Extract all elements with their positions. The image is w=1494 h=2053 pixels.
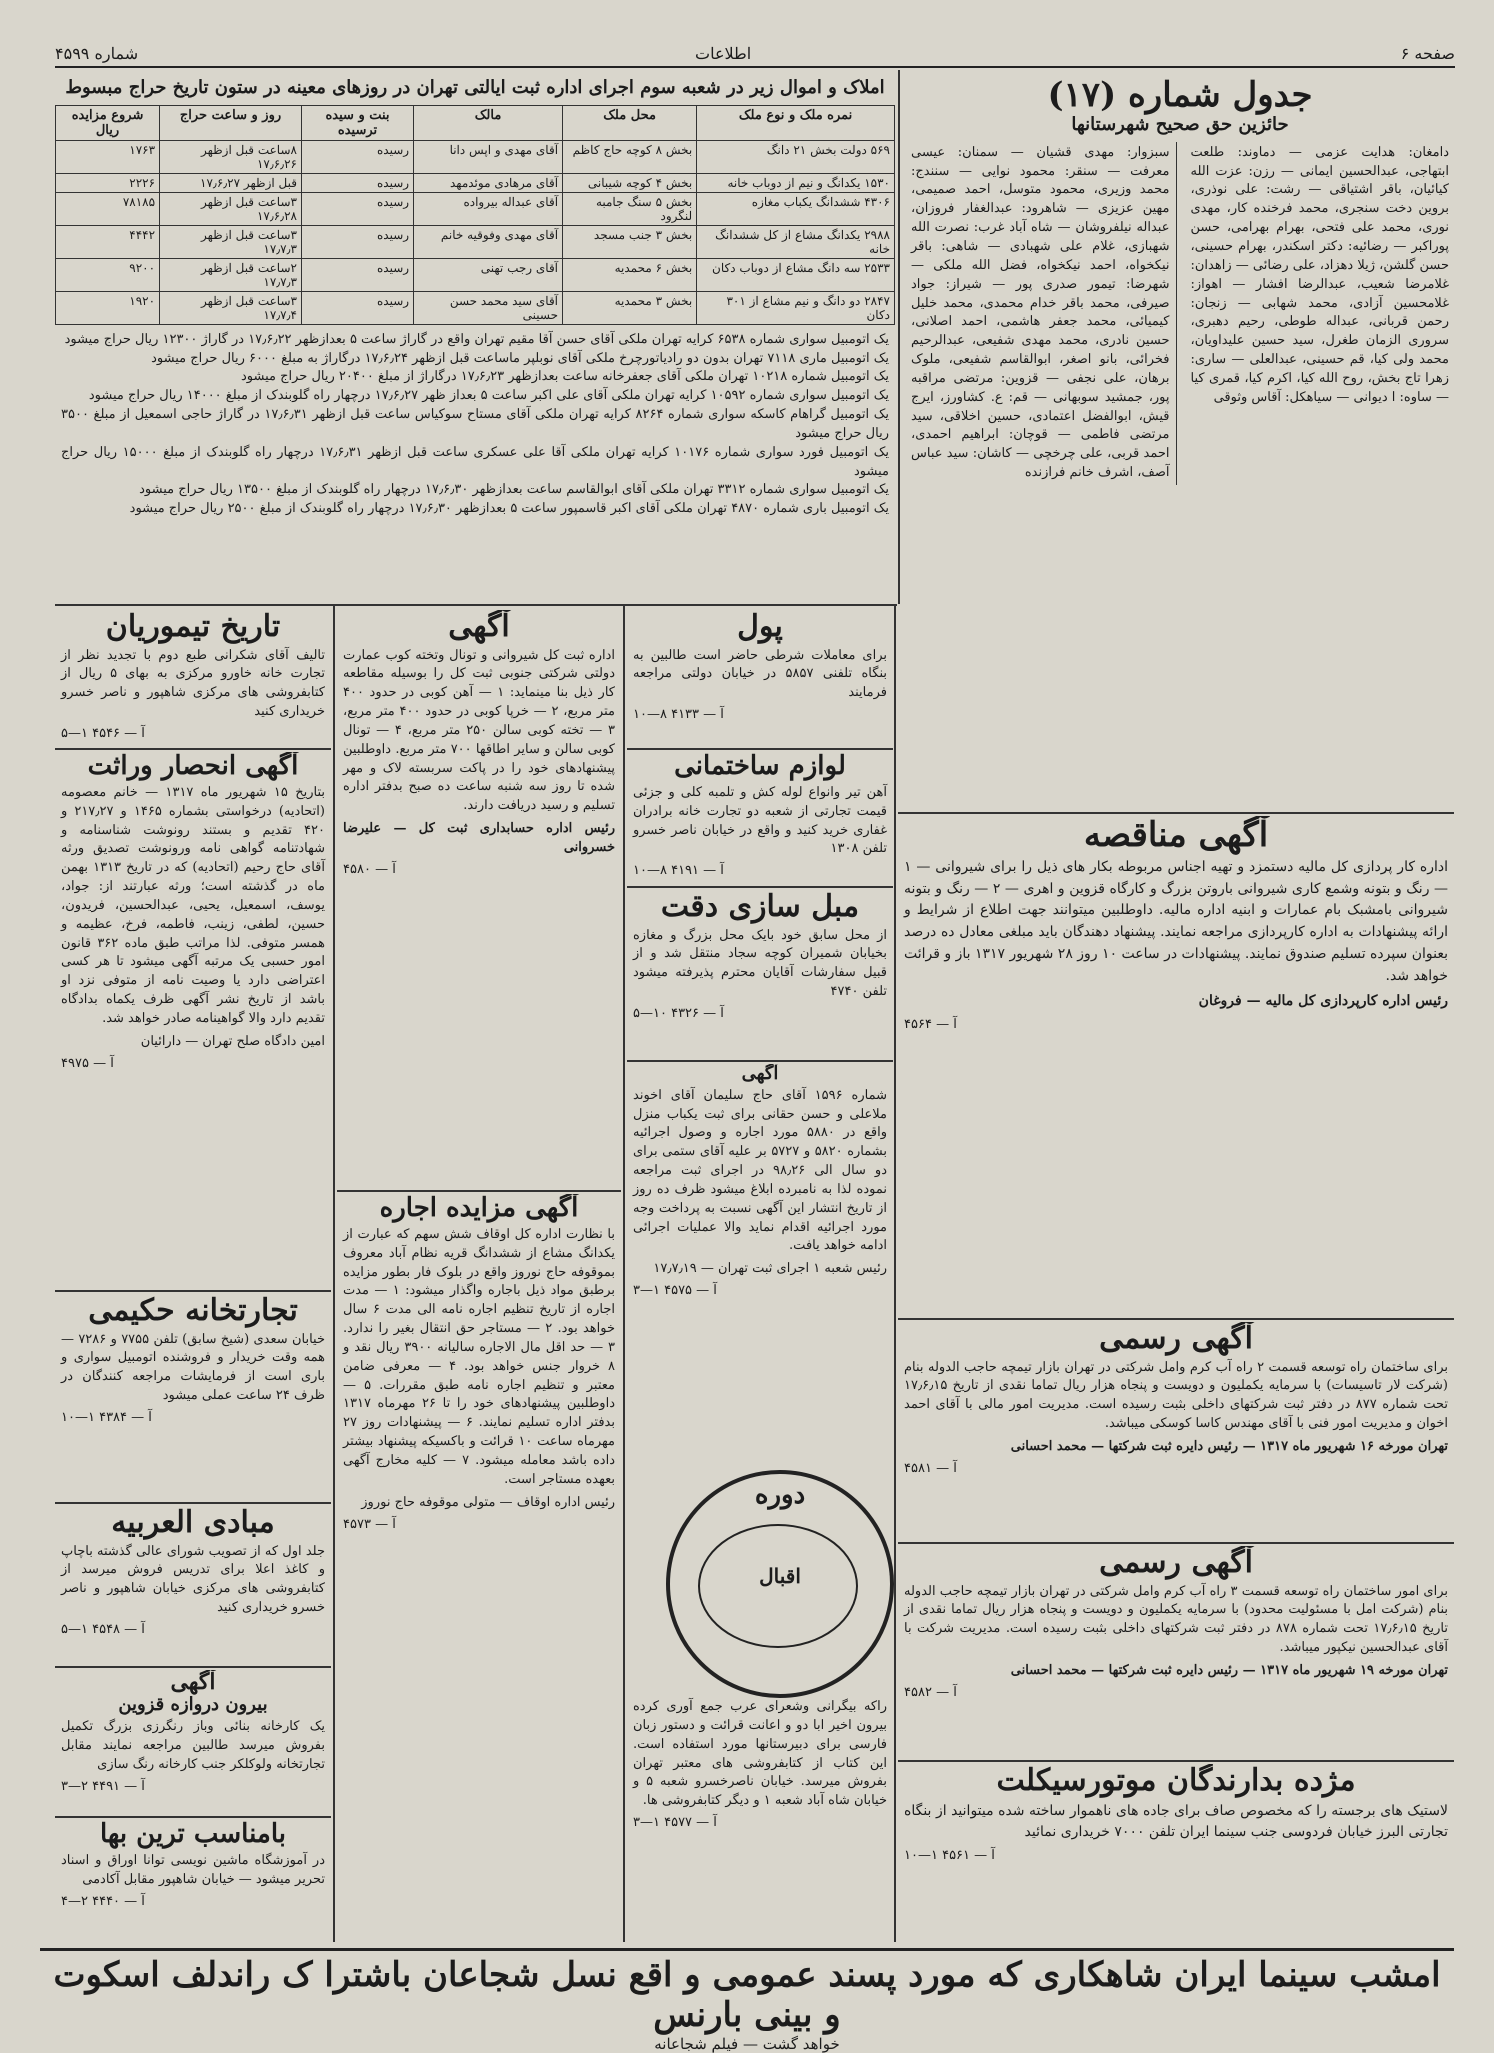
furniture-ad — [627, 890, 893, 1060]
school-body: راکه بیگرانی وشعرای عرب جمع آوری کرده بیرون اخیر ابا دو و اعانت قرائت و دستور زبان فارسی برای دبیرستانها مورد استفاده است. این کتاب از کتابفروشی های معتبر تهران بفروش میرسد. خیابان ناصرخسرو شعبه ۵ و خیابان شاه آباد شعبه ۱ و دیگر کتابفروشی ها. — [633, 1699, 887, 1809]
hakimi-title: تجارتخانه حکیمی — [88, 1294, 298, 1328]
furniture-title: مبل سازی دقت — [660, 890, 860, 924]
construction-notice — [337, 610, 621, 1190]
section-divider — [55, 1666, 331, 1668]
money-body: برای معاملات شرطی حاضر است طالبین به بنگاه تلفنی ۵۸۵۷ در خیابان دولتی مراجعه فرمایند — [633, 647, 887, 701]
section-divider — [898, 1318, 1454, 1320]
hakimi-code: آ — ۴۳۸۴ ۱—۱۰ — [61, 1409, 152, 1425]
timurid-body: تالیف آقای شکرانی طبع دوم با تجدید نظر از تجارت خانه خاورو مرکزی به بهای ۵ ریال از کتابفروشی های مرکزی شاهپور و ناصر خسرو خریداری کنید — [61, 647, 325, 720]
typing-title: بامناسب ترین بها — [99, 1820, 287, 1849]
rent-code: آ — ۴۵۷۳ — [343, 1516, 396, 1532]
table-row: ۲۹۸۸ یکدانگ مشاع از کل ششدانگ خانه بخش ۳ جنب مسجد آقای مهدی وفوقیه خانم رسیده ۳ساعت قبل ازظهر ۱۷٫۷٫۳ ۴۴۴۲ — [56, 225, 895, 258]
section-divider — [898, 812, 1454, 814]
qazvin-code: آ — ۴۴۹۱ ۲—۳ — [61, 1778, 145, 1794]
inheritance-body: بتاریخ ۱۵ شهریور ماه ۱۳۱۷ — خانم معصومه (اتحادیه) درخواستی بشماره ۱۴۶۵ و ۲۱۷٫۲۷ و ۴۲۰ تقدیم و بستند رونوشت شناسنامه و شهادتنامه گواهی نامه ورونوشت تصدیق ورثه آقای حاج رحیم (اتحادیه) که در تاریخ ۱۳۱۳ بهمن ماه در گذشته است؛ ورثه عبارتند از: جواد، یوسف، اسمعیل، یحیی، عبدالحسین، فریدون، حسین، لطفی، زینب، فاطمه، فرخ، عظیمه و همسر متوفی. لذا مراتب طبق ماده ۳۶۲ قانون امور حسبی یک مرتبه آگهی میشود تا هر کسی اعتراضی دارد یا وصیت نامه از متوفی نزد او باشد از تاریخ نشر آگهی ظرف یکماه بدادگاه تقدیم دارد والا گواهینامه صادر خواهد شد. — [61, 784, 325, 1027]
list-item: یک اتومبیل فورد سواری شماره ۱۰۱۷۶ کرایه تهران ملکی آقا علی عسکری ساعت قبل ازظهر ۱۷٫۶٫۳۱ درچهار راه گلوبندک از مبلغ ۱۵۰۰۰ ریال حراج میشود — [61, 444, 889, 479]
arabic-title: مبادی العربیه — [111, 1506, 275, 1540]
building-supplies-ad — [627, 752, 893, 886]
registry-footer: رئیس شعبه ۱ اجرای ثبت تهران — ۱۷٫۷٫۱۹ — [653, 1261, 887, 1277]
masthead — [55, 44, 1455, 68]
qazvin-ad — [55, 1670, 331, 1816]
money-ad — [627, 610, 893, 748]
building-code: آ — ۴۱۹۱ ۸—۱۰ — [633, 863, 724, 879]
qazvin-subtitle: بیرون دروازه قزوین — [118, 1694, 268, 1716]
table-row: ۲۵۳۳ سه دانگ مشاع از دوباب دکان بخش ۶ محمدیه آقای رجب تهنی رسیده ۲ساعت قبل ازظهر ۱۷٫۷٫۳ ۹۲۰۰ — [56, 258, 895, 291]
list-item: یک اتومبیل شماره ۱۰۲۱۸ تهران ملکی آقای جعفرخانه ساعت بعدازظهر ۱۷٫۶٫۲۳ درگاراژ از مبلغ ۲۰۴۰۰ ریال حراج میشود — [241, 369, 889, 385]
book-emblem — [666, 1470, 894, 1698]
arabic-code: آ — ۴۵۴۸ ۱—۵ — [61, 1621, 145, 1637]
school-code: آ — ۴۵۷۷ ۱—۳ — [633, 1815, 717, 1831]
section-divider — [898, 1760, 1454, 1762]
official2-code: آ — ۴۵۸۲ — [904, 1684, 957, 1700]
tender-ad — [898, 816, 1454, 1316]
table17-section — [905, 76, 1455, 812]
construction-body: اداره ثبت کل شیروانی و تونال وتخته کوب عمارت دولتی شرکتی جنوبی ثبت کل را بوسیله مقاطعه کار ذیل بنا مینماید: ۱ — آهن کوبی در حدود ۴۰۰ متر مربع، ۲ — خرپا کوبی در حدود ۴۰۰ متر مربع، ۳ — تخته کوبی سالن ۲۵۰ متر مربع، ۴ — تونال کوبی سالن و سایر اطاقها ۷۰۰ متر مربع. داوطلبین پیشنهادهای خود را در پاکت سربسته لاک و مهر شده تا روز سه شنبه ساعت ده صبح بدفتر اداره تسلیم و رسید دریافت دارند. — [343, 647, 615, 814]
official1-title: آگهی رسمی — [1099, 1322, 1253, 1356]
money-title: پول — [737, 610, 783, 644]
official1-body: برای ساختمان راه توسعه قسمت ۲ راه آب کرم وامل شرکتی در تهران بازار تیمچه حاجب الدوله بنام (شرکت لار تاسیسات) با سرمایه یکملیون و دویست و پنجاه هزار ریال تماما نقدی از تاریخ ۱۷٫۶٫۱۵ تحت شماره ۸۷۷ در دفتر ثبت شرکتهای داخلی بثبت رسیده است. مدیریت امور مالی با آقای احمد اخوان و مدیریت امور فنی با آقای مهندس کاسا کوسکی میباشد. — [904, 1359, 1448, 1432]
table17-subtitle: حائزین حق صحیح شهرستانها — [1071, 114, 1289, 136]
money-code: آ — ۴۱۳۳ ۸—۱۰ — [633, 707, 724, 723]
official-notice-1 — [898, 1322, 1454, 1540]
cinema-headline: امشب سینما ایران شاهکاری که مورد پسند عمومی و اقع نسل شجاعان باشترا ک راندلف اسکوت و بینی بارنس — [53, 1955, 1441, 2035]
timurid-code: آ — ۴۵۴۶ ۱—۵ — [61, 725, 145, 741]
column-divider — [333, 606, 335, 1942]
auction-section — [55, 76, 895, 602]
construction-title: آگهی — [448, 610, 510, 644]
column-header: محل ملک — [563, 105, 697, 140]
page-number: صفحه ۶ — [1400, 44, 1455, 63]
building-title: لوازم ساختمانی — [674, 752, 846, 781]
motorcycle-code: آ — ۴۵۶۱ ۱—۱۰ — [904, 1847, 995, 1863]
arabic-body: جلد اول که از تصویب شورای عالی گذشته باچاپ و کاغذ اعلا برای تدریس فروش میرسد از کتابفروشی های مرکزی خیابان شاهپور و ناصر خسرو خریداری کنید — [61, 1543, 325, 1616]
arabic-book-ad — [55, 1506, 331, 1666]
typing-school-ad — [55, 1820, 331, 1942]
inheritance-notice — [55, 752, 331, 1290]
school-book-ad — [627, 1696, 893, 1942]
section-divider — [55, 604, 897, 606]
issue-number: شماره ۴۵۹۹ — [55, 44, 139, 63]
timurid-title: تاریخ تیموریان — [105, 610, 281, 644]
inheritance-code: آ — ۴۹۷۵ — [61, 1055, 114, 1071]
column-header: نمره ملک و نوع ملک — [697, 105, 895, 140]
table-row: ۴۳۰۶ ششدانگ یکباب مغازه بخش ۵ سنگ جامبه لنگرود آقای عبداله بیرواده رسیده ۳ساعت قبل ازظهر ۱۷٫۶٫۲۸ ۷۸۱۸۵ — [56, 192, 895, 225]
hakimi-trade-ad — [55, 1294, 331, 1502]
motorcycle-ad — [898, 1764, 1454, 1942]
registry-title: آگهی — [741, 1064, 779, 1084]
building-body: آهن تیر وانواع لوله کش و تلمبه کلی و جزئی قیمت تجارتی از شعبه دو تجارت خانه برادران غفاری خرید کنید و واقع در خیابان ناصر خسرو تلفن ۱۳۰۸ — [633, 784, 887, 857]
official2-footer: تهران مورخه ۱۹ شهریور ماه ۱۳۱۷ — رئیس دایره ثبت شرکتها — محمد احسانی — [1010, 1662, 1448, 1678]
section-divider — [55, 1290, 331, 1292]
typing-body: در آموزشگاه ماشین نویسی توانا اوراق و اسناد تحریر میشود — خیابان شاهپور مقابل آکادمی — [61, 1852, 325, 1887]
rent-footer: رئیس اداره اوقاف — متولی موقوفه حاج نوروز — [361, 1494, 615, 1510]
official2-body: برای امور ساختمان راه توسعه قسمت ۳ راه آب کرم وامل شرکتی در تهران بازار تیمچه حاجب الدوله بنام (شرکت امل با مسئولیت محدود) با سرمایه یکملیون و دویست و پنجاه هزار ریال تماما نقدی از تاریخ ۱۷٫۶٫۱۵ تحت شماره ۸۷۸ در دفتر ثبت شرکتهای داخلی بثبت رسیده است. مدیریت شرکت با آقای عبدالحسین نیکپور میباشد. — [904, 1583, 1449, 1656]
table17-title: جدول شماره (۱۷) — [1047, 76, 1313, 115]
hakimi-body: خیابان سعدی (شیخ سابق) تلفن ۷۷۵۵ و ۷۲۸۶ — همه وقت خریدار و فروشنده اتومبیل سواری و باری است از فرمایشات مراجعه کنندگان در ظرف ۲۴ ساعت عملی میشود — [61, 1331, 325, 1404]
construction-code: آ — ۴۵۸۰ — [343, 861, 396, 877]
registry-notice — [627, 1064, 893, 1458]
section-divider — [627, 748, 893, 750]
column-divider — [623, 606, 625, 1942]
tender-body: اداره کار پردازی کل مالیه دستمزد و تهیه اجناس مربوطه بکار های ذیل را برای شیروانی — ۱ — رنگ و بتونه وشمع کاری شیروانی باروتن بزرگ و کارگاه قزوین و اهری — ۲ — رنگ و بتونه شیروانی بامشبک بام عمارات و ابنیه اداره مالیه. داوطلبین میتوانند جهت اطلاع از شرایط و ارائه پیشنهادات به اداره کارپردازی مراجعه نمایند. پیشنهاد دهندگان باید مبلغی معادل ده درصد بعنوان سپرده تسلیم صندوق نمایند. پیشنهادات در ساعت ۱۰ روز ۲۸ شهریور ۱۳۱۷ باز و قرائت خواهد شد. — [904, 859, 1449, 984]
official1-footer: تهران مورخه ۱۶ شهریور ماه ۱۳۱۷ — رئیس دایره ثبت شرکتها — محمد احسانی — [1010, 1438, 1448, 1454]
cinema-banner — [40, 1948, 1454, 2053]
section-divider — [55, 1816, 331, 1818]
tender-title: آگهی مناقصه — [1083, 816, 1269, 855]
tender-code: آ — ۴۵۶۴ — [904, 1016, 957, 1032]
auction-table — [55, 105, 895, 325]
emblem-word-center: اقبال — [759, 1564, 801, 1588]
column-header: شروع مزایده ریال — [56, 105, 160, 140]
official2-title: آگهی رسمی — [1099, 1546, 1253, 1580]
section-divider — [55, 748, 331, 750]
official-notice-2 — [898, 1546, 1454, 1758]
inheritance-footer: امین دادگاه صلح تهران — دارائیان — [140, 1033, 325, 1049]
furniture-code: آ — ۴۳۲۶ ۱۰—۵ — [633, 1005, 724, 1021]
inheritance-title: آگهی انحصار وراثت — [87, 752, 299, 781]
emblem-word-top: دوره — [754, 1480, 806, 1510]
official1-code: آ — ۴۵۸۱ — [904, 1460, 957, 1476]
list-item: یک اتومبیل ماری ۷۱۱۸ تهران بدون دو رادیاتورچرخ ملکی آقای نوبلپر ماساعت قبل ازظهر ۱۷٫۶٫۲۴ درگاراژ به مبلغ ۶۰۰۰ ریال حراج میشود — [151, 350, 889, 366]
typing-code: آ — ۴۴۴۰ ۲—۴ — [61, 1893, 145, 1909]
section-divider — [337, 1190, 621, 1192]
timurid-book-ad — [55, 610, 331, 746]
construction-footer: رئیس اداره حسابداری ثبت کل — علیرضا خسروانی — [343, 821, 615, 855]
rent-body: با نظارت اداره کل اوقاف شش سهم که عبارت از یکدانگ مشاع از ششدانگ قریه نظام آباد معروف بموقوفه حاج نوروز واقع در بلوک فار بطور مزایده برطبق مواد ذیل باجاره واگذار میشود: ۱ — مدت اجاره از تاریخ تنظیم اجاره نامه الی مدت ۶ سال خواهد بود. ۲ — مستاجر حق انتقال بغیر را ندارد. ۳ — حد اقل مال الاجاره سالیانه ۳۹۰۰ ریال نقد و ۸ خروار جنس خواهد بود. ۴ — معرفی ضامن معتبر و تنظیم اجاره نامه طبق مقررات. ۵ — داوطلبین پیشنهادهای خود را تا ۲۶ مهرماه ۱۳۱۷ بدفتر اداره تسلیم نمایند. ۶ — پیشنهادات روز ۲۷ مهرماه ساعت ۱۰ قرائت و باکسیکه پیشنهاد بیشتر داده باشد معامله میشود. ۷ — کلیه مخارج آگهی بعهده مستاجر است. — [343, 1226, 616, 1487]
section-divider — [627, 1060, 893, 1062]
registry-code: آ — ۴۵۷۵ ۱—۳ — [633, 1283, 717, 1299]
list-item: یک اتومبیل باری شماره ۴۸۷۰ تهران ملکی آقای اکبر قاسمپور ساعت ۵ بعدازظهر ۱۷٫۶٫۳۰ درچهار راه گلوبندک از مبلغ ۲۵۰۰ ریال حراج میشود — [129, 501, 889, 517]
registry-body: شماره ۱۵۹۶ آقای حاج سلیمان آقای اخوند ملاعلی و حسن حقانی برای ثبت یکباب منزل واقع در ۵۸۸۰ مورد اجاره و وصول اجرائیه بشماره ۵۸۲۰ و ۵۷۲۷ بر علیه آقای ستمی برای دو سال الی ۹۸٫۲۶ در اجرای ثبت مراجعه نموده لذا به نامبرده ابلاغ میشود ظرف ده روز از تاریخ انتشار این آگهی نسبت به پرداخت وجه مورد اجرائیه اقدام نماید والا عملیات اجرائی ادامه خواهد یافت. — [633, 1087, 887, 1254]
section-divider — [55, 1502, 331, 1504]
section-divider — [627, 886, 893, 888]
newspaper-name: اطلاعات — [695, 44, 752, 63]
column-divider — [894, 606, 896, 1942]
furniture-body: از محل سابق خود بایک محل بزرگ و مغازه بخیابان شمیران کوچه سجاد منتقل شد و از قبیل سفارشات آقایان محترم پذیرفته میشود تلفن ۴۷۴۰ — [633, 927, 887, 1000]
column-header: مالک — [414, 105, 563, 140]
list-item: یک اتومبیل گراهام کاسکه سواری شماره ۸۲۶۴ کرایه تهران ملکی آقای مستاح سوکیاس ساعت قبل ازظهر ۱۷٫۶٫۳۱ در گاراژ حاجی اسمعیل از مبلغ ۳۵۰۰ ریال حراج میشود — [61, 407, 889, 441]
auction-title: املاک و اموال زیر در شعبه سوم اجرای اداره ثبت ایالتی تهران در روزهای معینه در ستون تاریخ حراج مبسوط — [65, 77, 885, 98]
table-row: ۱۵۳۰ یکدانگ و نیم از دوباب خانه بخش ۴ کوچه شیبانی آقای مرهادی موئدمهد رسیده قبل ازظهر ۱۷٫۶٫۲۷ ۲۲۲۶ — [56, 173, 895, 192]
list-item: یک اتومبیل سواری شماره ۱۰۵۹۲ کرایه تهران ملکی آقای علی اکبر ساعت ۵ بعداز ظهر ۱۷٫۶٫۲۷ درچهار راه گلوبندک از مبلغ ۱۴۰۰۰ ریال حراج میشود — [88, 388, 889, 404]
vehicle-auction-list — [55, 325, 895, 521]
section-divider — [898, 1542, 1454, 1544]
rent-title: آگهی مزایده اجاره — [379, 1194, 579, 1223]
column-divider — [898, 70, 900, 604]
table17-col-right: دامغان: هدایت عزمی — دماوند: طلعت ابتهاجی، عبدالحسین ایمانی — رزن: عزت الله کیائیان، باقر اشتیاقی — رشت: علی نوذری، بروین دخت سنجری، محمد فرخنده کار، مهدی نوری، محمد علی فتحی، بهرام بهرامی، حسن پوراکبر — رضائیه: دکتر اسکندر، بهرام حسینی، حسن گلشن، ژیلا دهزاد، علی رضائی — زاهدان: غلامرضا شعیب، عبدالرضا افشار — اهواز: غلامحسین آزادی، محمد شهابی — زنجان: رحمن قربانی، عبداله طوطی، رحیم دهبری، سروری الزمان طغرل، سید حسین علیداویان، محمد ولی کیا، قم حسینی، عبدالعلی — ساری: زهرا تاج بخش، روح الله کیا، اکرم کیا، قمری کیا — ساوه: ا دیوانی — سیاهکل: آقاس وثوقی — [1190, 144, 1449, 405]
table-row: ۵۶۹ دولت بخش ۲۱ دانگ بخش ۸ کوچه حاج کاظم آقای مهدی و اپس دانا رسیده ۸ساعت قبل ازظهر ۱۷٫۶٫۲۶ ۱۷۶۳ — [56, 140, 895, 173]
rent-auction-ad — [337, 1194, 621, 1942]
qazvin-title: آگهی — [170, 1670, 216, 1695]
tender-footer: رئیس اداره کارپردازی کل مالیه — فروغان — [1198, 993, 1448, 1010]
table-row: ۲۸۴۷ دو دانگ و نیم مشاع از ۳۰۱ دکان بخش ۳ محمدیه آقای سید محمد حسن حسینی رسیده ۳ساعت قبل ازظهر ۱۷٫۷٫۴ ۱۹۲۰ — [56, 291, 895, 324]
column-header: روز و ساعت حراج — [160, 105, 302, 140]
motorcycle-body: لاستیک های برجسته را که مخصوص صاف برای جاده های ناهموار ساخته شده میتوانید از بنگاه تجارتی البرز خیابان فردوسی جنب سینما ایران تلفن ۷۰۰۰ خریداری نمائید — [904, 1802, 1448, 1841]
list-item: یک اتومبیل سواری شماره ۳۳۱۲ تهران ملکی آقای ابوالقاسم ساعت بعدازظهر ۱۷٫۶٫۳۰ درچهار راه گلوبندک از مبلغ ۱۳۵۰۰ ریال حراج میشود — [139, 482, 889, 498]
qazvin-body: یک کارخانه بنائی وباز رنگرزی بزرگ تکمیل بفروش میرسد طالبین مراجعه نمایند مقابل تجارتخانه ولوکلکر جنب کارخانه رنگ سازی — [61, 1718, 325, 1772]
cinema-subline: خواهد گشت — فیلم شجاعانه — [654, 2035, 840, 2053]
motorcycle-title: مژده بدارندگان موتورسیکلت — [996, 1764, 1356, 1798]
table17-columns — [905, 142, 1455, 485]
table17-col-left: سبزوار: مهدی قشیان — سمنان: عیسی معرفت — سنقر: محمود نوایی — سنندج: محمد وزیری، محمود متوسل، احمد صمیمی، مهین عزیزی — شاهرود: عبدالغفار فروزان، عبداله نیلفروشان — شاه آباد غرب: نصرت الله شهبازی، غلام علی شهبادی — شاهی: باقر نیکخواه، احمد نیکخواه، فضل الله ملکی — شهرضا: تیمور صدری پور — شیراز: جواد صیرفی، محمد باقر خدام محمدی، محمد خلیل کیمیائی، محمد جعفر هاشمی، احمد اصلانی، حسین نادری، محمد مهدی شفیعی، عبدالرحیم فخرائی، بانو اصغر، ابوالقاسم شفیعی، ملوک برهان، علی نجفی — قزوین: مرتضی مراقبه پور، جمشید سوبهانی — قم: ع. کشاورز، ایرج قیش، ابوالفضل اعتمادی، حسین اخلاقی، سید مرتضی فاطمی — قوچان: ابراهیم احمدی، احمد قربی، علی چرخچی — کاشان: سید عباس آصف، اشرف خانم فرازنده — [905, 142, 1177, 485]
column-header: بنت و سیده ترسیده — [301, 105, 413, 140]
list-item: یک اتومبیل سواری شماره ۶۵۳۸ کرایه تهران ملکی آقای حسن آقا مقیم تهران واقع در گاراژ ساعت ۵ بعدازظهر ۱۷٫۶٫۲۲ در گاراژ ۱۲۳۰۰ ریال حراج میشود — [64, 331, 889, 347]
